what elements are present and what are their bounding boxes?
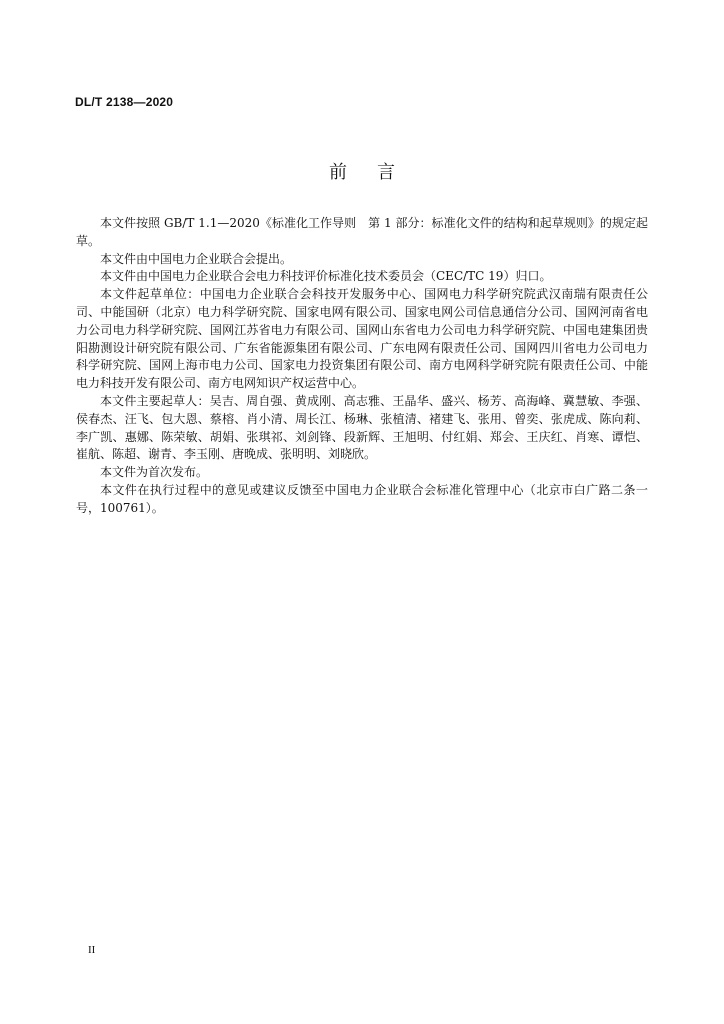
paragraph-proposer: 本文件由中国电力企业联合会提出。 xyxy=(100,251,293,266)
paragraph-technical-committee: 本文件由中国电力企业联合会电力科技评价标准化技术委员会（CEC/TC 19）归口。 xyxy=(100,269,552,284)
paragraph-drafting-units: 本文件起草单位：中国电力企业联合会科技开发服务中心、国网电力科学研究院武汉南瑞有限责任公司、中能国研（北京）电力科学研究院、国家电网有限公司、国家电网公司信息通信分公司、国网河南省电力公司电力科学研究院、国网江苏省电力有限公司、国网山东省电力公司电力科学研究院、中国电建集团贵阳勘测设计研究院有限公司、广东省能源集团有限公司、广东电网有限责任公司、国网四川省电力公司电力科学研究院、国网上海市电力公司、国家电力投资集团有限公司、南方电网科学研究院有限责任公司、中能电力科技开发有限公司、南方电网知识产权运营中心。 xyxy=(76,287,648,391)
page-title-char-2: 言 xyxy=(377,162,395,183)
paragraph-first-release: 本文件为首次发布。 xyxy=(100,465,209,480)
page-title-char-1: 前 xyxy=(329,162,347,183)
paragraph-drafting-rules: 本文件按照 GB/T 1.1—2020《标准化工作导则 第 1 部分：标准化文件的结构和起草规则》的规定起草。 xyxy=(76,216,648,248)
document-code: DL/T 2138—2020 xyxy=(75,95,174,109)
paragraph-feedback: 本文件在执行过程中的意见或建议反馈至中国电力企业联合会标准化管理中心（北京市白广路二条一号，100761）。 xyxy=(76,482,648,515)
page-number: II xyxy=(88,944,96,956)
page-title xyxy=(0,158,724,184)
foreword-body xyxy=(76,215,648,518)
paragraph-drafters: 本文件主要起草人：吴吉、周自强、黄成刚、高志雅、王晶华、盛兴、杨芳、高海峰、冀慧敏、李强、侯春杰、汪飞、包大恩、蔡榕、肖小清、周长江、杨琳、张植清、褚建飞、张用、曾奕、张虎成、陈向莉、李广凯、惠娜、陈荣敏、胡娟、张琪祁、刘剑锋、段新辉、王旭明、付红娟、郑会、王庆红、肖寒、谭恺、崔航、陈超、谢青、李玉刚、唐晚成、张明明、刘晓欣。 xyxy=(76,393,648,462)
